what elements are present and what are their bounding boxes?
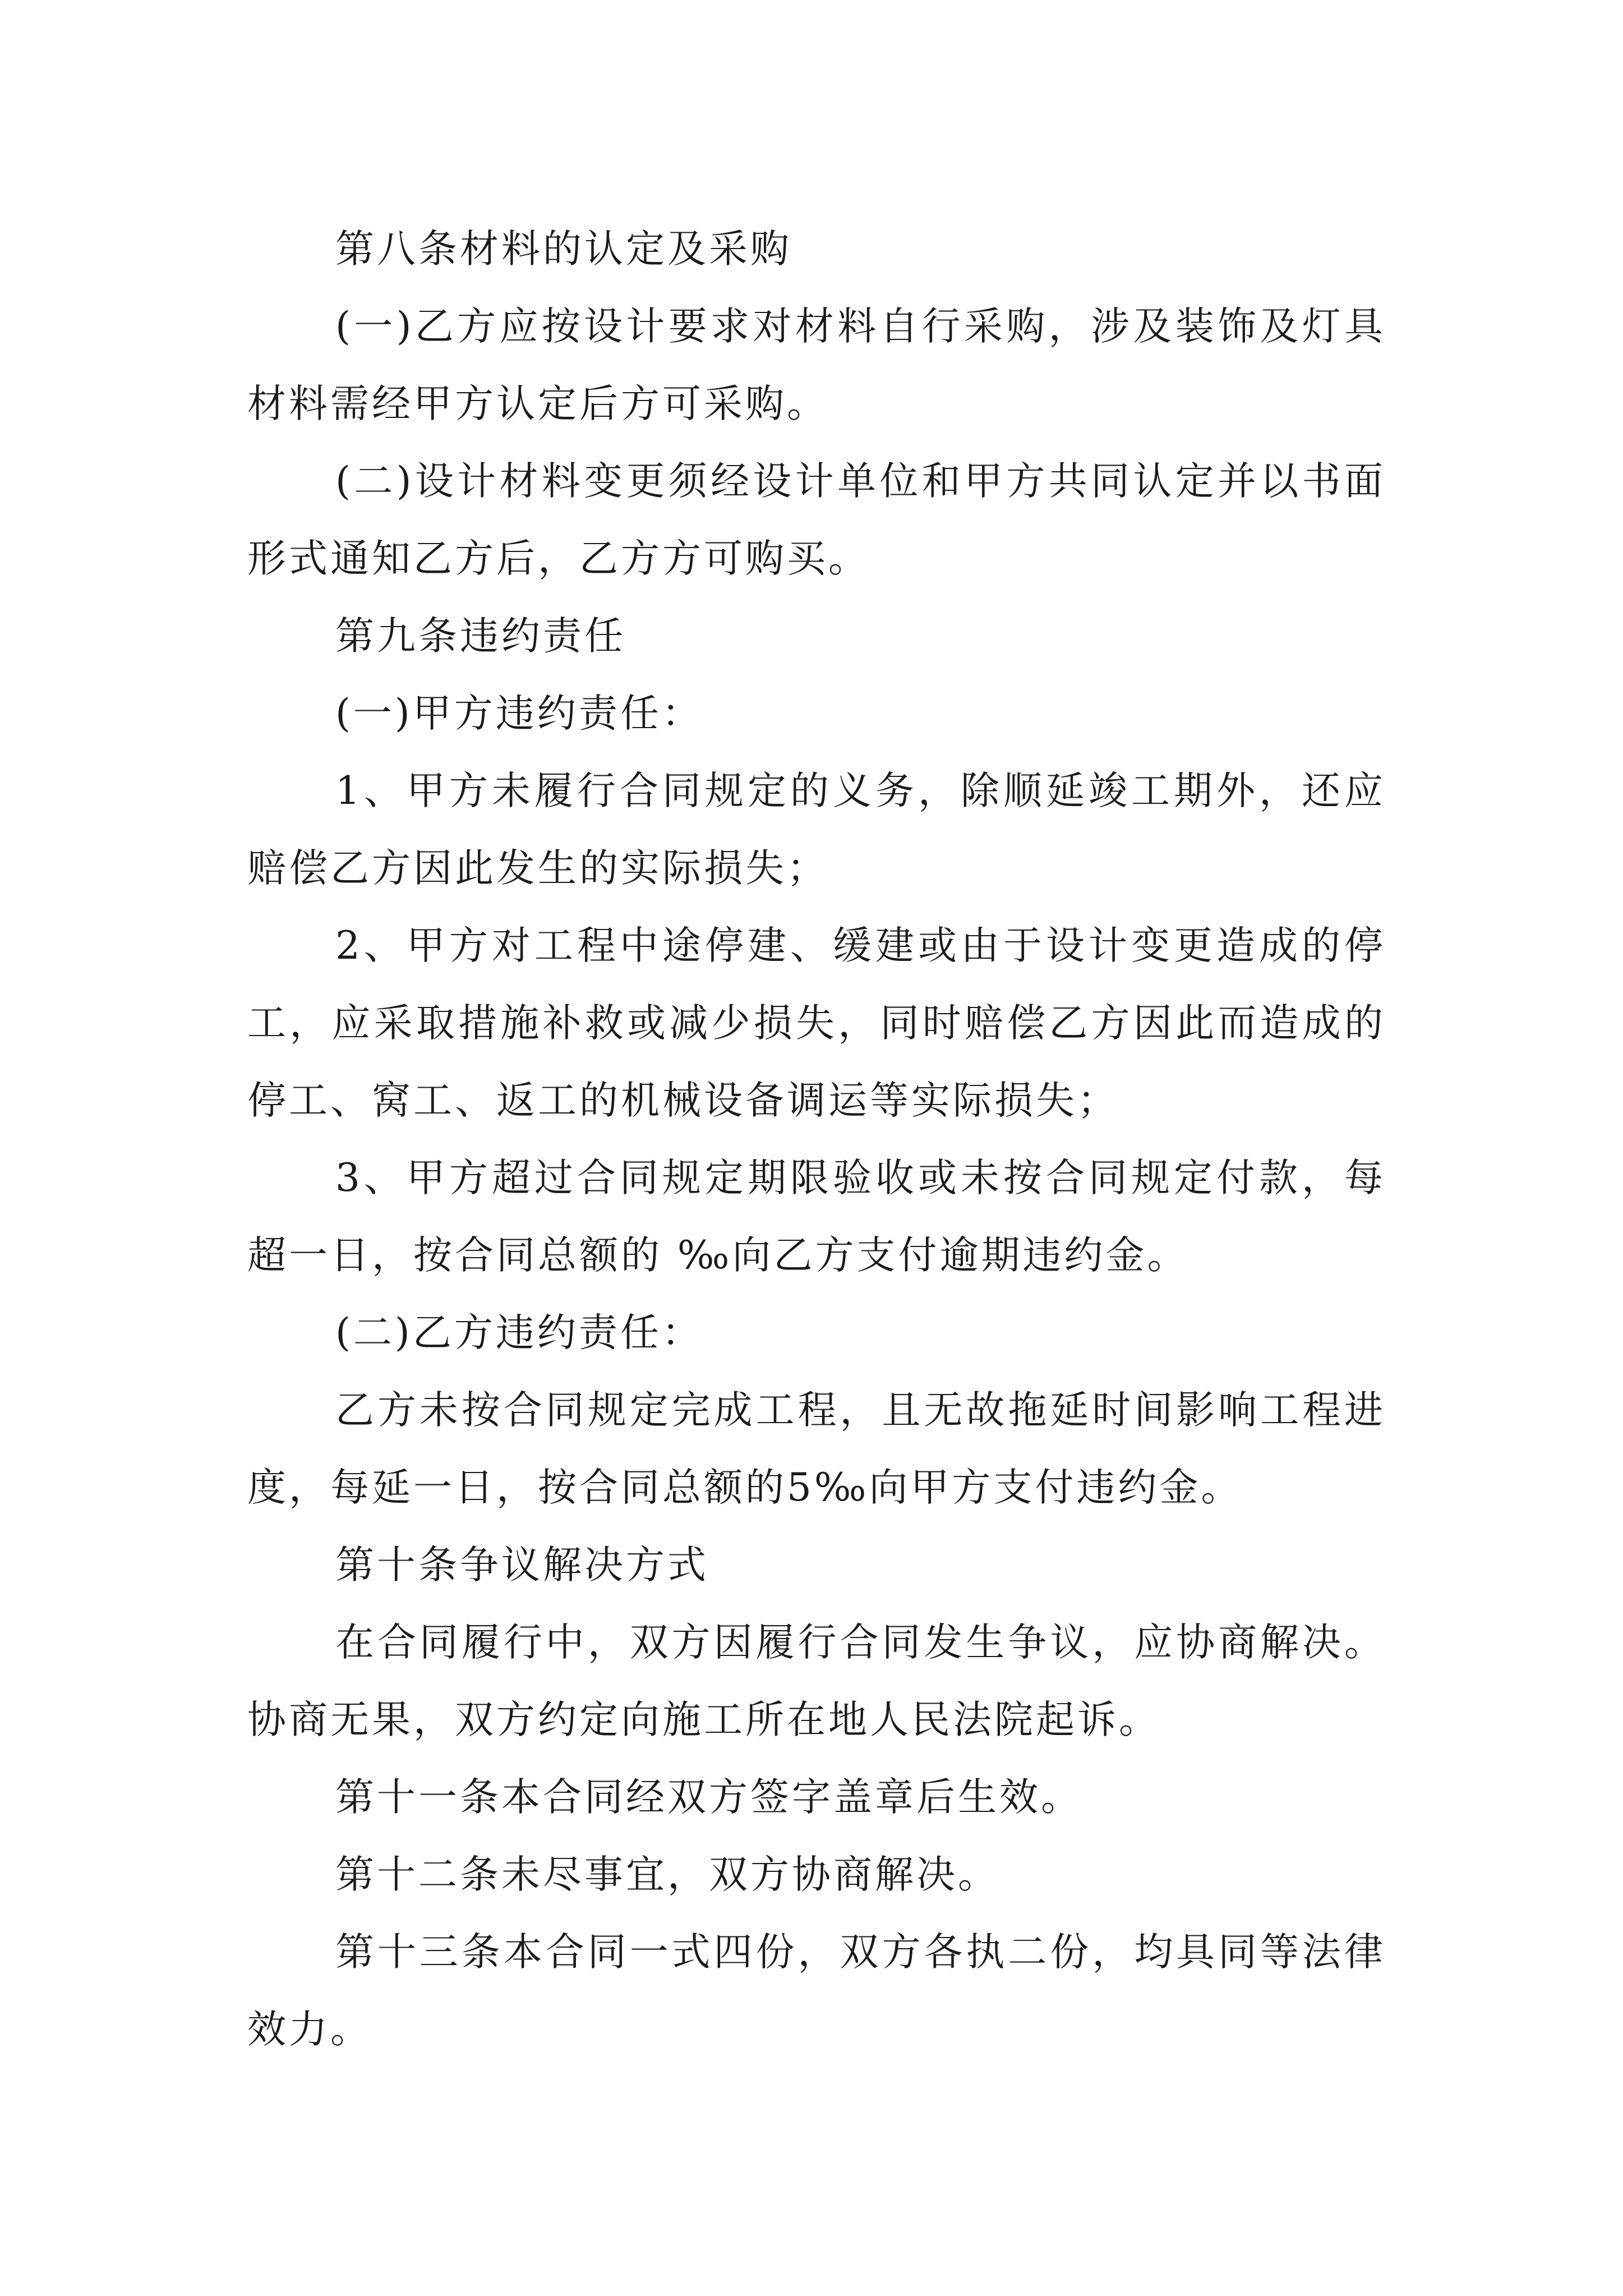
- article-11: 第十一条本合同经双方签字盖章后生效。: [335, 1775, 1082, 1820]
- article-8-clause-2: (二)设计材料变更须经设计单位和甲方共同认定并以书面形式通知乙方后，乙方方可购买。: [247, 459, 1386, 581]
- article-13: 第十三条本合同一式四份，双方各执二份，均具同等法律效力。: [247, 1930, 1386, 2052]
- article-9-party-b-heading: (二)乙方违约责任：: [335, 1310, 703, 1355]
- article-9-party-a-item-2: 2、甲方对工程中途停建、缓建或由于设计变更造成的停工，应采取措施补救或减少损失，同时赔偿乙方因此而造成的停工、窝工、返工的机械设备调运等实际损失；: [247, 923, 1386, 1123]
- article-9-party-b-text: 乙方未按合同规定完成工程，且无故拖延时间影响工程进度，每延一日，按合同总额的5‰向甲方支付违约金。: [247, 1388, 1386, 1510]
- article-9-party-a-heading: (一)甲方违约责任：: [335, 691, 703, 736]
- article-12: 第十二条未尽事宜，双方协商解决。: [335, 1852, 999, 1897]
- article-10-heading: 第十条争议解决方式: [335, 1543, 709, 1588]
- article-9-party-a-item-3: 3、甲方超过合同规定期限验收或未按合同规定付款，每超一日，按合同总额的 ‰向乙方支付逾期违约金。: [247, 1156, 1386, 1278]
- article-9-heading: 第九条违约责任: [335, 614, 626, 659]
- document-body: [247, 210, 1386, 2068]
- article-10-text: 在合同履行中，双方因履行合同发生争议，应协商解决。协商无果，双方约定向施工所在地人民法院起诉。: [247, 1620, 1386, 1742]
- article-9-party-a-item-1: 1、甲方未履行合同规定的义务，除顺延竣工期外，还应赔偿乙方因此发生的实际损失；: [247, 769, 1386, 891]
- article-8-heading: 第八条材料的认定及采购: [335, 227, 792, 272]
- article-8-clause-1: (一)乙方应按设计要求对材料自行采购，涉及装饰及灯具材料需经甲方认定后方可采购。: [247, 304, 1386, 426]
